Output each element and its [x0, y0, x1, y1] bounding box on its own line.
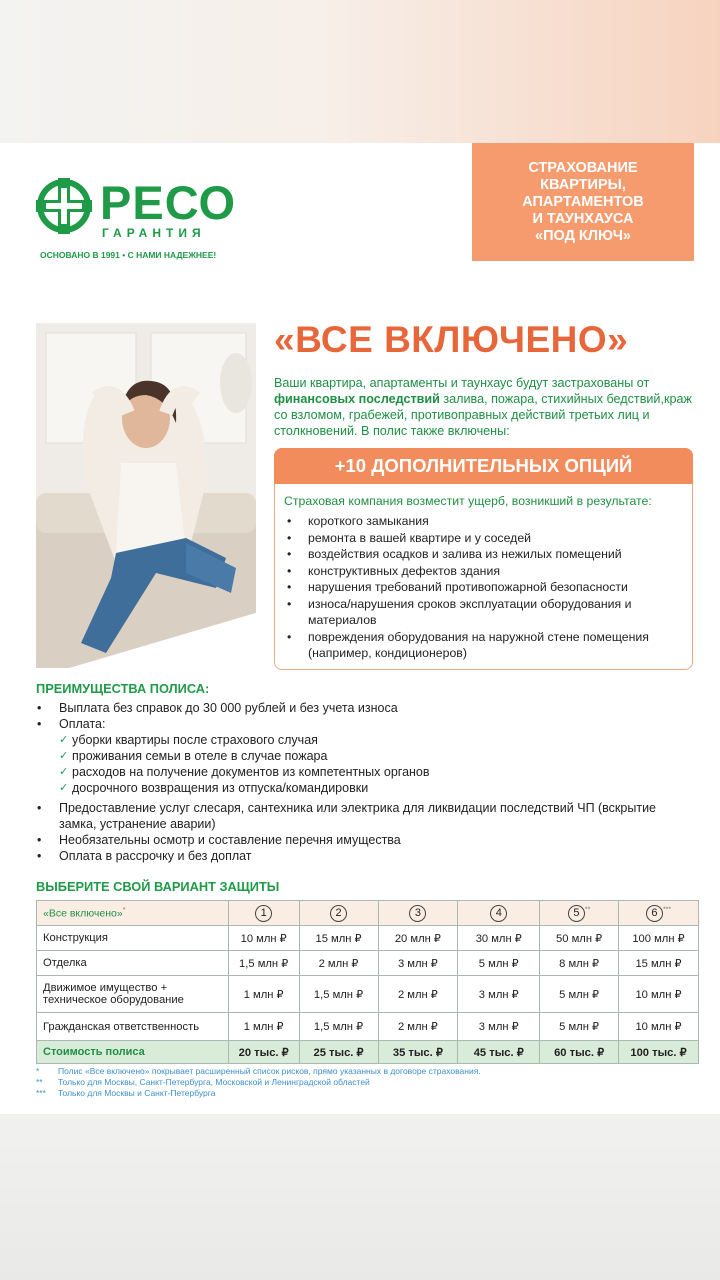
- list-item: [36, 716, 696, 796]
- footnote-mark: ***: [36, 1088, 46, 1098]
- table-cell: 1,5 млн ₽: [299, 976, 378, 1013]
- payment-sublist: [59, 732, 696, 796]
- price-cell: 20 тыс. ₽: [228, 1041, 299, 1064]
- options-list: [287, 513, 687, 662]
- price-cell: 100 тыс. ₽: [619, 1041, 699, 1064]
- row-label: Стоимость полиса: [37, 1041, 229, 1064]
- tariffs-table: [36, 900, 699, 1064]
- table-cell: 3 млн ₽: [458, 976, 540, 1013]
- bottom-background-band: [0, 1114, 720, 1280]
- table-row: [37, 1013, 699, 1041]
- table-title: ВЫБЕРИТЕ СВОЙ ВАРИАНТ ЗАЩИТЫ: [36, 879, 280, 894]
- logo-subtitle: ГАРАНТИЯ: [102, 226, 206, 240]
- list-item: • износа/нарушения сроков эксплуатации оборудования и материалов: [287, 596, 687, 629]
- woman-on-sofa-illustration: [36, 323, 256, 668]
- variant-header: [619, 901, 699, 926]
- price-cell: 25 тыс. ₽: [299, 1041, 378, 1064]
- options-title: +10 ДОПОЛНИТЕЛЬНЫХ ОПЦИЙ: [274, 448, 693, 484]
- variant-header: [540, 901, 619, 926]
- footnote-text: Полис «Все включено» покрывает расширенный список рисков, прямо указанных в договоре страхования.: [58, 1066, 481, 1076]
- price-cell: 60 тыс. ₽: [540, 1041, 619, 1064]
- table-header-row: [37, 901, 699, 926]
- reso-logo: [36, 178, 246, 268]
- table-row: [37, 926, 699, 951]
- table-cell: 3 млн ₽: [458, 1013, 540, 1041]
- list-item: • Выплата без справок до 30 000 рублей и без учета износа: [36, 700, 696, 716]
- table-cell: 10 млн ₽: [619, 1013, 699, 1041]
- footnote: [36, 1077, 676, 1088]
- options-panel: [274, 448, 693, 670]
- total-row: [37, 1041, 699, 1064]
- table-cell: 1 млн ₽: [228, 976, 299, 1013]
- payment-label: Оплата:: [59, 717, 106, 731]
- footnote-mark: *: [36, 1066, 40, 1076]
- table-cell: 10 млн ₽: [619, 976, 699, 1013]
- list-item: • воздействия осадков и залива из нежилых помещений: [287, 546, 687, 563]
- footnote-mark: **: [36, 1077, 43, 1087]
- variant-mark: ***: [662, 905, 672, 913]
- table-row: [37, 951, 699, 976]
- variant-header: [299, 901, 378, 926]
- benefits-list: [36, 700, 696, 864]
- top-background-band: [0, 0, 720, 143]
- intro-part1: Ваши квартира, апартаменты и таунхаус будут застрахованы от: [274, 376, 650, 390]
- price-cell: 35 тыс. ₽: [378, 1041, 458, 1064]
- footnote: [36, 1066, 676, 1077]
- logo-tagline: ОСНОВАНО В 1991 • С НАМИ НАДЕЖНЕЕ!: [40, 250, 217, 260]
- list-item: • Необязательны осмотр и составление перечня имущества: [36, 832, 696, 848]
- table-cell: 100 млн ₽: [619, 926, 699, 951]
- variant-number: 1: [255, 905, 272, 922]
- variant-number: 3: [409, 905, 426, 922]
- benefits-title: ПРЕИМУЩЕСТВА ПОЛИСА:: [36, 681, 210, 696]
- table-cell: 1,5 млн ₽: [299, 1013, 378, 1041]
- list-item: ✓ уборки квартиры после страхового случая: [59, 732, 696, 748]
- table-cell: 2 млн ₽: [378, 976, 458, 1013]
- list-item: ✓ расходов на получение документов из компетентных органов: [59, 764, 696, 780]
- table-cell: 3 млн ₽: [378, 951, 458, 976]
- intro-part2: залива, пожара, стихийных бедствий,краж со взломом, грабежей, противоправных действий третьих лиц и столкновений. В полис также включены:: [274, 392, 692, 438]
- table-cell: 1 млн ₽: [228, 1013, 299, 1041]
- table-cell: 15 млн ₽: [619, 951, 699, 976]
- variant-number: 2: [330, 905, 347, 922]
- row-label: Движимое имущество + техническое оборудование: [37, 976, 229, 1013]
- table-cell: 10 млн ₽: [228, 926, 299, 951]
- table-row: [37, 976, 699, 1013]
- reso-logo-icon: [36, 178, 92, 234]
- list-item: • ремонта в вашей квартире и у соседей: [287, 530, 687, 547]
- variant-mark: **: [584, 905, 591, 913]
- list-item: ✓ досрочного возвращения из отпуска/командировки: [59, 780, 696, 796]
- variant-number: 5: [568, 905, 585, 922]
- table-cell: 50 млн ₽: [540, 926, 619, 951]
- table-cell: 5 млн ₽: [458, 951, 540, 976]
- options-lead: Страховая компания возместит ущерб, возникший в результате:: [284, 494, 652, 508]
- intro-text: [274, 375, 702, 439]
- footnote-text: Только для Москвы, Санкт-Петербурга, Московской и Ленинградской областей: [58, 1077, 370, 1087]
- table-cell: 1,5 млн ₽: [228, 951, 299, 976]
- table-cell: 5 млн ₽: [540, 1013, 619, 1041]
- variant-header: [228, 901, 299, 926]
- headline: «ВСЕ ВКЛЮЧЕНО»: [274, 319, 629, 360]
- header-label-text: «Все включено»: [43, 907, 123, 920]
- insurance-flyer: [0, 143, 720, 1114]
- variant-header: [378, 901, 458, 926]
- variant-number: 6: [646, 905, 663, 922]
- list-item: • конструктивных дефектов здания: [287, 563, 687, 580]
- logo-name: РЕСО: [100, 176, 237, 229]
- relaxing-woman-photo: [36, 323, 256, 668]
- intro-bold: финансовых последствий: [274, 392, 440, 406]
- table-cell: 30 млн ₽: [458, 926, 540, 951]
- footnote: [36, 1088, 676, 1099]
- variant-number: 4: [490, 905, 507, 922]
- table-cell: 2 млн ₽: [378, 1013, 458, 1041]
- table-cell: 20 млн ₽: [378, 926, 458, 951]
- table-cell: 2 млн ₽: [299, 951, 378, 976]
- list-item: • повреждения оборудования на наружной стене помещения (например, кондиционеров): [287, 629, 687, 662]
- promo-box: СТРАХОВАНИЕ КВАРТИРЫ, АПАРТАМЕНТОВ И ТАУНХАУСА «ПОД КЛЮЧ»: [472, 143, 694, 261]
- list-item: • нарушения требований противопожарной безопасности: [287, 579, 687, 596]
- row-label: Конструкция: [37, 926, 229, 951]
- row-label: Гражданская ответственность: [37, 1013, 229, 1041]
- row-label: Отделка: [37, 951, 229, 976]
- list-item: • Оплата в рассрочку и без доплат: [36, 848, 696, 864]
- list-item: ✓ проживания семьи в отеле в случае пожара: [59, 748, 696, 764]
- header-mark: *: [122, 906, 126, 914]
- footnotes: [36, 1066, 676, 1099]
- table-header-label: [37, 901, 229, 926]
- table-cell: 5 млн ₽: [540, 976, 619, 1013]
- table-cell: 15 млн ₽: [299, 926, 378, 951]
- table-cell: 8 млн ₽: [540, 951, 619, 976]
- price-cell: 45 тыс. ₽: [458, 1041, 540, 1064]
- footnote-text: Только для Москвы и Санкт-Петербурга: [58, 1088, 216, 1098]
- list-item: • короткого замыкания: [287, 513, 687, 530]
- variant-header: [458, 901, 540, 926]
- list-item: • Предоставление услуг слесаря, сантехника или электрика для ликвидации последствий ЧП (вскрытие замка, устранение аварии): [36, 800, 696, 832]
